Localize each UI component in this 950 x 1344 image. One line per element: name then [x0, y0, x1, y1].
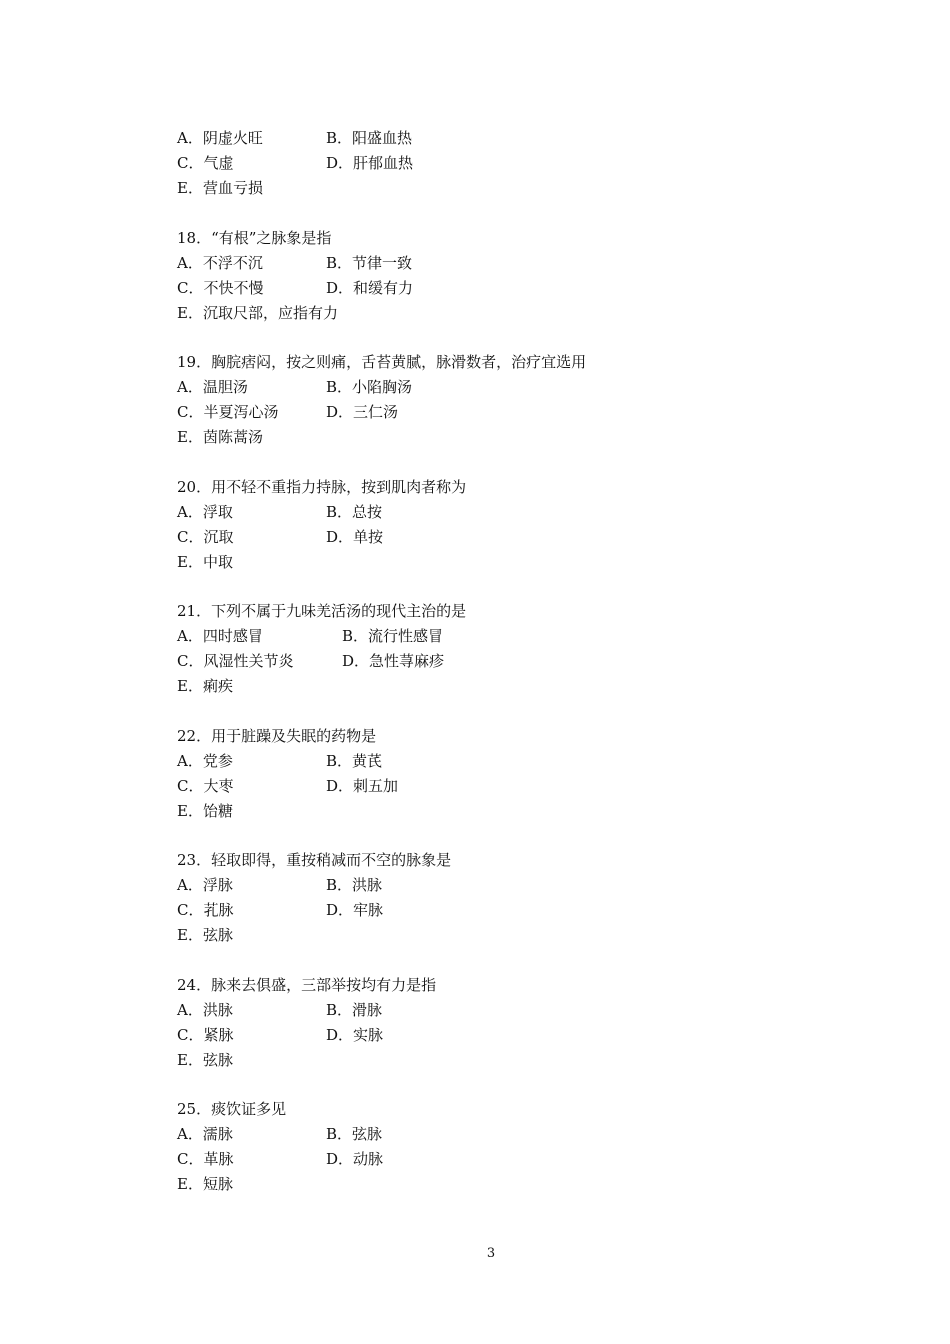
option-row [177, 276, 737, 301]
option-c: C．不快不慢 [177, 278, 264, 297]
option-e: E．茵陈蒿汤 [177, 428, 263, 446]
option-row [177, 1023, 737, 1048]
option-e: E．沉取尺部，应指有力 [177, 303, 338, 322]
option-a: A．濡脉 [177, 1125, 233, 1143]
option-b: B．阳盛血热 [326, 129, 413, 147]
option-b: B．流行性感冒 [342, 627, 444, 645]
option-row [177, 375, 737, 400]
option-a: A．党参 [177, 751, 233, 770]
option-b: B．滑脉 [326, 1000, 383, 1019]
option-c: C．紧脉 [177, 1025, 234, 1044]
question-stem: 18．“有根”之脉象是指 [177, 228, 332, 247]
option-c: C．芤脉 [177, 901, 234, 919]
option-a: A．四时感冒 [177, 627, 263, 645]
question-20 [177, 475, 737, 575]
option-row [177, 749, 737, 774]
option-b: B．节律一致 [326, 253, 413, 272]
option-e: E．饴糖 [177, 801, 233, 820]
option-row [177, 898, 737, 923]
question-stem: 21．下列不属于九味羌活汤的现代主治的是 [177, 602, 467, 620]
option-row [177, 301, 737, 326]
option-d: D．单按 [326, 527, 384, 546]
option-row [177, 400, 737, 425]
option-row [177, 176, 737, 201]
option-row [177, 151, 737, 176]
option-e: E．营血亏损 [177, 179, 263, 197]
option-row [177, 774, 737, 799]
option-e: E．中取 [177, 552, 233, 571]
option-d: D．动脉 [326, 1150, 384, 1168]
option-a: A．浮脉 [177, 876, 233, 894]
option-row [177, 1172, 737, 1197]
option-c: C．风湿性关节炎 [177, 652, 294, 670]
option-row [177, 674, 737, 699]
option-e: E．短脉 [177, 1175, 233, 1193]
option-row [177, 425, 737, 450]
option-a: A．温胆汤 [177, 378, 248, 396]
question-stem: 22．用于脏躁及失眠的药物是 [177, 726, 377, 745]
option-row [177, 525, 737, 550]
option-row [177, 649, 737, 674]
option-row [177, 126, 737, 151]
option-c: C．大枣 [177, 776, 234, 795]
option-b: B．小陷胸汤 [326, 378, 413, 396]
option-row [177, 500, 737, 525]
question-23 [177, 848, 737, 948]
option-b: B．总按 [326, 502, 383, 521]
question-stem: 24．脉来去俱盛，三部举按均有力是指 [177, 975, 437, 994]
option-a: A．洪脉 [177, 1000, 233, 1019]
option-d: D．刺五加 [326, 776, 399, 795]
option-row [177, 998, 737, 1023]
option-a: A．浮取 [177, 502, 233, 521]
option-c: C．半夏泻心汤 [177, 403, 279, 421]
question-19 [177, 350, 737, 450]
option-row [177, 1048, 737, 1073]
page-number: 3 [486, 1246, 496, 1261]
option-d: D．牢脉 [326, 901, 384, 919]
question-25 [177, 1097, 737, 1197]
question-list [177, 126, 737, 1197]
option-e: E．弦脉 [177, 1050, 233, 1069]
option-a: A．阴虚火旺 [177, 129, 263, 147]
option-d: D．和缓有力 [326, 278, 414, 297]
option-row [177, 873, 737, 898]
question-17-continued [177, 126, 737, 201]
option-e: E．痢疾 [177, 677, 233, 695]
question-stem: 20．用不轻不重指力持脉，按到肌肉者称为 [177, 477, 467, 496]
option-row [177, 251, 737, 276]
option-c: C．沉取 [177, 527, 234, 546]
option-b: B．洪脉 [326, 876, 383, 894]
question-24 [177, 973, 737, 1073]
option-row [177, 550, 737, 575]
option-row [177, 923, 737, 948]
option-a: A．不浮不沉 [177, 253, 263, 272]
option-d: D．肝郁血热 [326, 154, 414, 172]
question-stem: 19．胸脘痞闷，按之则痛，舌苔黄腻，脉滑数者，治疗宜选用 [177, 353, 587, 371]
option-row [177, 1147, 737, 1172]
option-e: E．弦脉 [177, 926, 233, 944]
option-row [177, 799, 737, 824]
option-c: C．气虚 [177, 154, 234, 172]
option-b: B．黄芪 [326, 751, 383, 770]
question-22 [177, 724, 737, 824]
option-b: B．弦脉 [326, 1125, 383, 1143]
question-21 [177, 599, 737, 699]
option-d: D．急性荨麻疹 [342, 652, 445, 670]
question-stem: 23．轻取即得，重按稍减而不空的脉象是 [177, 851, 452, 869]
option-d: D．实脉 [326, 1025, 384, 1044]
option-c: C．革脉 [177, 1150, 234, 1168]
option-row [177, 624, 737, 649]
question-18 [177, 226, 737, 326]
question-stem: 25．痰饮证多见 [177, 1100, 287, 1118]
option-row [177, 1122, 737, 1147]
option-d: D．三仁汤 [326, 403, 399, 421]
